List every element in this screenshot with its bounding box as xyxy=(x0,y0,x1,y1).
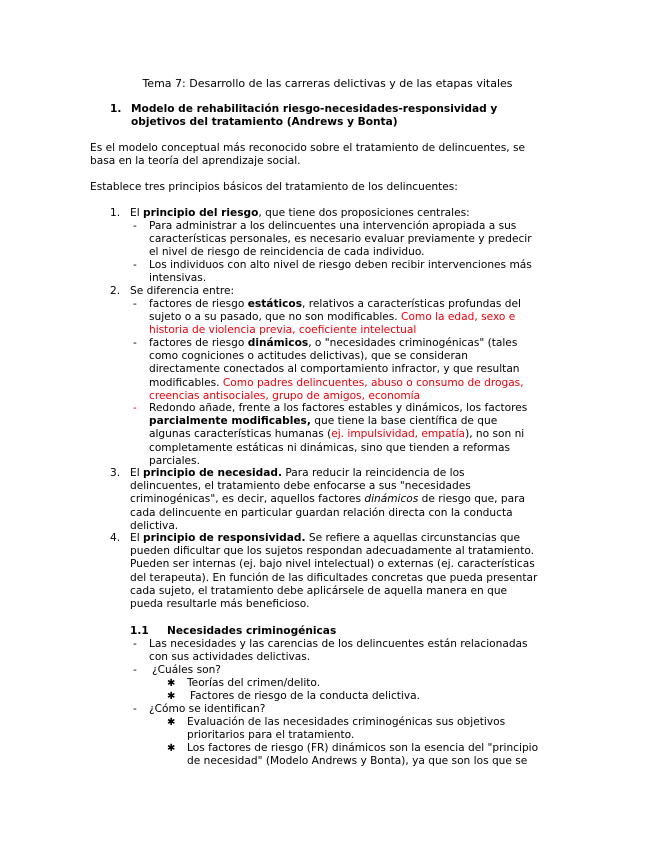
static-factors-text: factores de riesgo estáticos, relativos a características profundas del sujeto o a su pasado, que no son modificables. Como la edad, sexo e historia de violencia previa, coeficiente intelectual xyxy=(149,298,521,337)
section-1-number: 1. xyxy=(110,103,122,115)
item-2-dash-a: - xyxy=(133,298,137,310)
evaluation-item: Evaluación de las necesidades criminogénicas sus objetivos prioritarios para el tratamiento. xyxy=(187,716,506,742)
star-bullet-icon: ✱ xyxy=(167,743,176,754)
risk-factors-item: Factores de riesgo de la conducta delictiva. xyxy=(190,690,421,702)
star-bullet-icon: ✱ xyxy=(167,678,176,689)
subsection-1-1-title: Necesidades criminogénicas xyxy=(167,625,337,637)
dynamic-fr-item: Los factores de riesgo (FR) dinámicos son la esencia del "principio de necesidad" (Modelo Andrews y Bonta), ya que son los que se xyxy=(187,742,539,768)
item-1-number: 1. xyxy=(110,207,121,219)
item-1-subpoint-1: Para administrar a los delincuentes una intervención apropiada a sus características personales, es necesario evaluar previamente y predecir el nivel de riesgo de reincidencia de cada individuo. xyxy=(149,220,532,259)
section-1-heading: Modelo de rehabilitación riesgo-necesidades-responsividad y objetivos del tratamiento (Andrews y Bonta) xyxy=(131,103,498,129)
sub-dash-2: - xyxy=(133,664,137,676)
star-bullet-icon: ✱ xyxy=(167,691,176,702)
responsivity-principle-text: El principio de responsividad. Se refiere a aquellas circunstancias que pueden dificultar que los sujetos respondan adecuadamente al tratamiento. Pueden ser internas (ej. bajo nivel intelectual) o externas (ej. características del terapeuta). En función de las dificultades concretas que pueda presentar cada sujeto, el tratamiento debe aplicársele de aquella manera en que pueda resultarle más beneficioso. xyxy=(130,532,538,611)
intro-paragraph: Es el modelo conceptual más reconocido sobre el tratamiento de delincuentes, se basa en la teoría del aprendizaje social. xyxy=(90,142,526,168)
need-principle-text: El principio de necesidad. Para reducir la reincidencia de los delincuentes, el tratamiento debe enfocarse a sus "necesidades criminogénicas", es decir, aquellos factores dinámicos de riesgo que, para cada delincuente en particular guardan relación directa con la conducta delictiva. xyxy=(130,467,525,532)
item-3-number: 3. xyxy=(110,467,121,479)
partial-factors-text: Redondo añade, frente a los factores estables y dinámicos, los factores parcialmente modificables, que tiene la base científica de que algunas características humanas (ej. impulsividad, empatía), no son ni completamente estáticas ni dinámicas, sino que tienden a reformas parciales. xyxy=(149,402,528,467)
sub-dash-3: - xyxy=(133,703,137,715)
needs-description: Las necesidades y las carencias de los delincuentes están relacionadas con sus actividades delictivas. xyxy=(149,638,528,664)
how-question: ¿Cómo se identifican? xyxy=(149,703,266,715)
item-1-subpoint-2: Los individuos con alto nivel de riesgo deben recibir intervenciones más intensivas. xyxy=(149,259,532,285)
item-4-number: 4. xyxy=(110,532,121,544)
star-bullet-icon: ✱ xyxy=(167,717,176,728)
which-question: ¿Cuáles son? xyxy=(152,664,221,676)
theories-item: Teorías del crimen/delito. xyxy=(187,677,321,689)
sub-dash-1: - xyxy=(133,638,137,650)
item-1-heading: El principio del riesgo, que tiene dos proposiciones centrales: xyxy=(130,207,470,219)
item-1-dash-2: - xyxy=(133,259,137,271)
document-title: Tema 7: Desarrollo de las carreras delictivas y de las etapas vitales xyxy=(142,77,513,90)
item-2-dash-b: - xyxy=(133,337,137,349)
item-2-number: 2. xyxy=(110,285,121,297)
intro-principles: Establece tres principios básicos del tratamiento de los delincuentes: xyxy=(90,181,458,193)
subsection-1-1-number: 1.1 xyxy=(130,625,149,637)
dynamic-factors-text: factores de riesgo dinámicos, o "necesidades criminogénicas" (tales como cogniciones o actitudes delictivas), que se consideran directamente conectados al comportamiento infractor, y que resultan modificables. Como padres delincuentes, abuso o consumo de drogas, creencias antisociales, grupo de amigos, economía xyxy=(149,337,524,402)
item-2-dash-c: - xyxy=(133,402,137,414)
item-2-heading: Se diferencia entre: xyxy=(130,285,235,297)
item-1-dash-1: - xyxy=(133,220,137,232)
